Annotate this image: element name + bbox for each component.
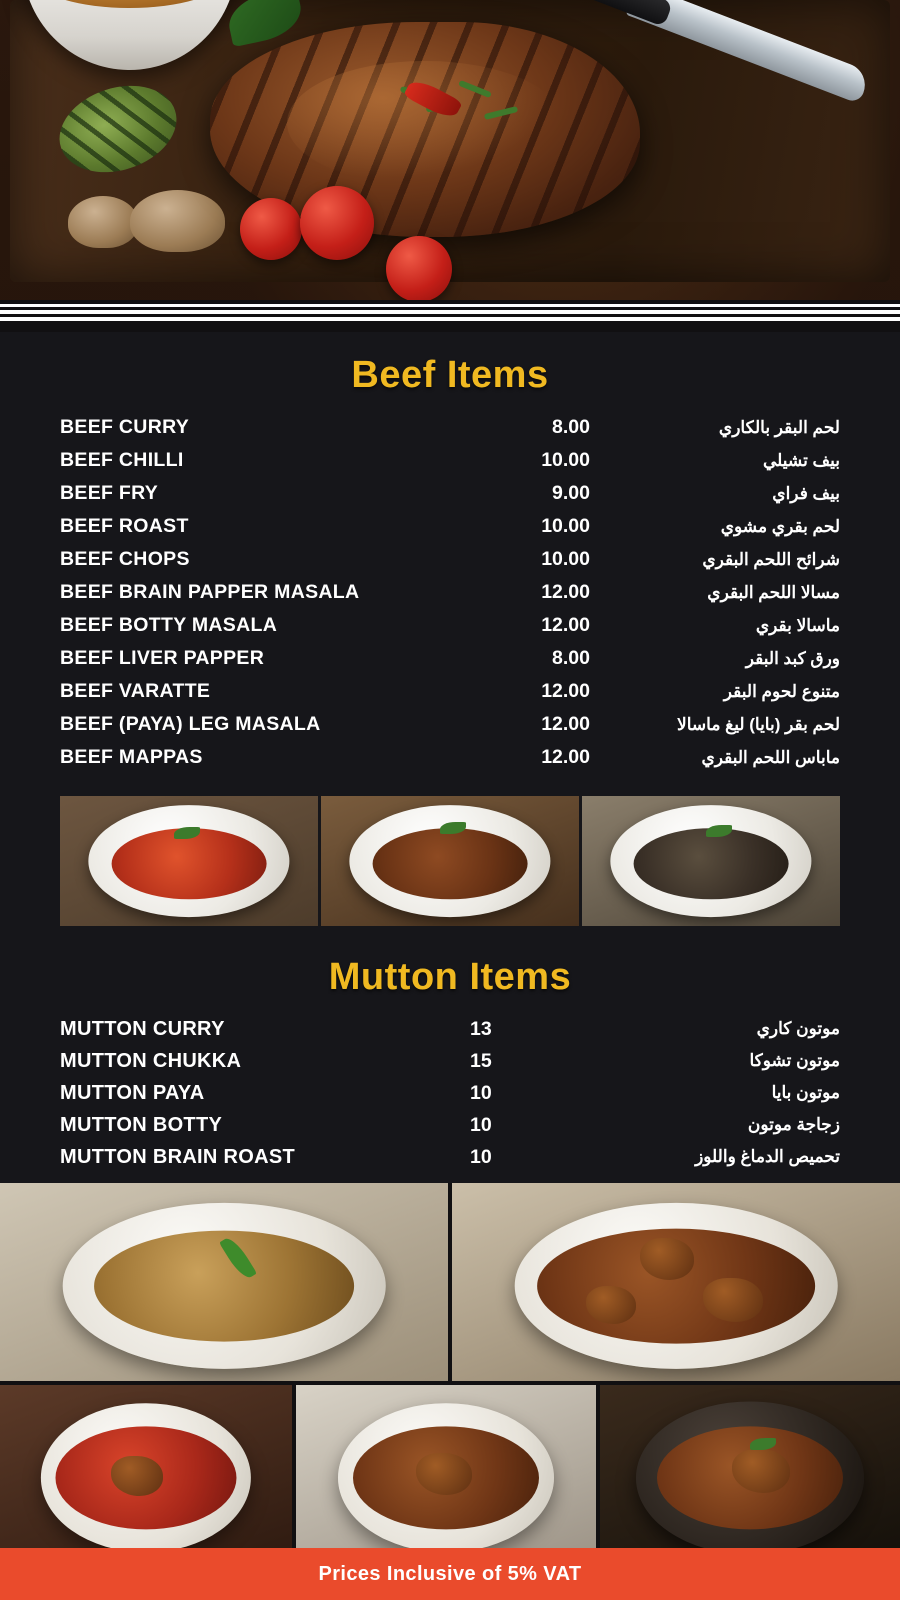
mushroom-icon (68, 196, 138, 248)
mutton-brain-roast-photo (600, 1385, 900, 1563)
tomato-icon (300, 186, 374, 260)
menu-row (60, 543, 840, 576)
stripe-line (0, 314, 900, 317)
item-price: 9.00 (552, 482, 590, 504)
menu-row (60, 444, 840, 477)
knife-handle (561, 0, 673, 27)
food-shape (634, 828, 789, 900)
menu-body (0, 332, 900, 1183)
stripe-line (0, 307, 900, 310)
meat-chunk (586, 1286, 636, 1324)
item-name-en: BEEF BOTTY MASALA (60, 614, 278, 636)
item-name-ar: ماباس اللحم البقري (701, 747, 840, 767)
photo-row-bottom (0, 1385, 900, 1563)
item-price: 12.00 (541, 713, 590, 735)
menu-row (60, 609, 840, 642)
menu-row (60, 675, 840, 708)
menu-row (60, 510, 840, 543)
item-name-ar: مسالا اللحم البقري (707, 582, 840, 602)
item-name-ar: ورق كبد البقر (745, 648, 840, 668)
item-price: 12.00 (541, 581, 590, 603)
item-name-ar: موتون بايا (771, 1083, 840, 1102)
item-name-en: BEEF BRAIN PAPPER MASALA (60, 581, 360, 603)
item-name-ar: لحم البقر بالكاري (718, 417, 840, 437)
item-name-ar: لحم بقر (بايا) ليغ ماسالا (677, 714, 840, 734)
beef-items-list (0, 411, 900, 774)
beef-chilli-photo (60, 796, 318, 926)
item-name-ar: ماسالا بقري (755, 615, 840, 635)
stripe-line (0, 300, 900, 304)
menu-row (60, 708, 840, 741)
item-price: 10 (470, 1145, 492, 1168)
meat-chunk (416, 1453, 472, 1495)
item-name-en: BEEF FRY (60, 482, 159, 504)
item-price: 10 (470, 1113, 492, 1136)
item-name-en: BEEF MAPPAS (60, 746, 203, 768)
item-price: 10 (470, 1081, 492, 1104)
item-name-ar: تحميص الدماغ واللوز (695, 1147, 840, 1166)
hero-steak-photo (0, 0, 900, 300)
item-name-en: MUTTON PAYA (60, 1081, 205, 1104)
item-name-en: BEEF ROAST (60, 515, 189, 537)
item-name-en: MUTTON BOTTY (60, 1113, 223, 1136)
item-name-en: MUTTON BRAIN ROAST (60, 1145, 296, 1168)
item-price: 12.00 (541, 746, 590, 768)
item-name-ar: بيف فراي (772, 483, 840, 503)
item-name-en: BEEF CHILLI (60, 449, 184, 471)
mutton-chukka-photo (452, 1183, 900, 1381)
vat-note: Prices Inclusive of 5% VAT (318, 1562, 582, 1585)
item-price: 15 (470, 1049, 492, 1072)
menu-row (60, 741, 840, 774)
mutton-paya-photo (0, 1183, 448, 1381)
photo-row-top (0, 1183, 900, 1381)
menu-row (60, 1109, 840, 1141)
menu-row (60, 642, 840, 675)
item-price: 13 (470, 1017, 492, 1040)
item-name-en: BEEF VARATTE (60, 680, 211, 702)
mutton-curry-photo (0, 1385, 292, 1563)
section-title-beef: Beef Items (351, 354, 549, 396)
stripe-line (0, 321, 900, 332)
mutton-botty-photo (296, 1385, 596, 1563)
menu-row (60, 1045, 840, 1077)
food-shape (373, 828, 528, 900)
item-price: 12.00 (541, 614, 590, 636)
menu-row (60, 1013, 840, 1045)
item-name-ar: لحم بقري مشوي (720, 516, 840, 536)
item-price: 12.00 (541, 680, 590, 702)
mushroom-icon (130, 190, 225, 252)
beef-varatte-photo (582, 796, 840, 926)
menu-row (60, 477, 840, 510)
beef-photo-strip (60, 796, 840, 926)
item-name-ar: شرائح اللحم البقري (702, 549, 840, 569)
menu-row (60, 1077, 840, 1109)
mutton-photo-grid (0, 1183, 900, 1563)
item-name-ar: موتون تشوكا (749, 1051, 840, 1070)
beef-roast-photo (321, 796, 579, 926)
item-name-ar: متنوع لحوم البقر (723, 681, 840, 701)
item-name-ar: موتون كاري (756, 1019, 840, 1038)
mutton-items-list (0, 1013, 900, 1173)
item-price: 8.00 (552, 416, 590, 438)
tomato-icon (386, 236, 452, 300)
item-name-en: MUTTON CURRY (60, 1017, 225, 1040)
item-name-ar: زجاجة موتون (747, 1115, 840, 1134)
item-name-en: BEEF CURRY (60, 416, 190, 438)
item-price: 10.00 (541, 548, 590, 570)
menu-row (60, 1141, 840, 1173)
menu-row (60, 576, 840, 609)
stripe-divider (0, 300, 900, 332)
item-price: 10.00 (541, 515, 590, 537)
tomato-icon (240, 198, 302, 260)
item-price: 8.00 (552, 647, 590, 669)
section-title-mutton: Mutton Items (328, 956, 572, 998)
menu-row (60, 411, 840, 444)
item-name-en: BEEF CHOPS (60, 548, 190, 570)
item-name-ar: بيف تشيلي (762, 450, 840, 470)
item-price: 10.00 (541, 449, 590, 471)
item-name-en: BEEF (PAYA) LEG MASALA (60, 713, 321, 735)
item-name-en: MUTTON CHUKKA (60, 1049, 242, 1072)
vat-footer-bar (0, 1548, 900, 1600)
item-name-en: BEEF LIVER PAPPER (60, 647, 265, 669)
